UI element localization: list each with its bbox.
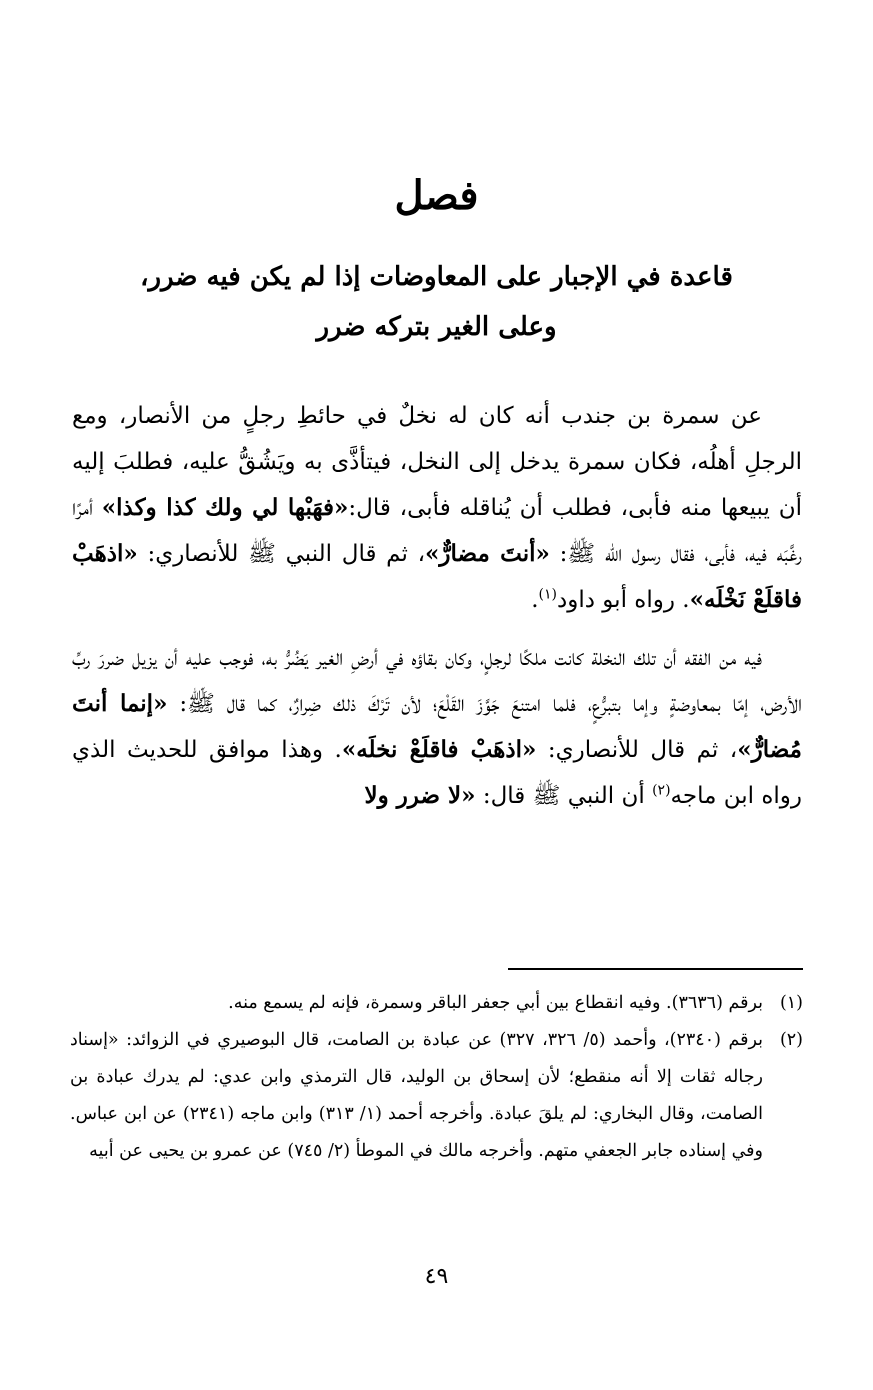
footnote-number: (١) [779, 993, 803, 1013]
hadith-quote: «إنما أنتَ مُضارٌّ» [72, 690, 802, 763]
subtitle-line-1: قاعدة في الإجبار على المعاوضات إذا لم يكن فيه ضرر، [140, 262, 733, 292]
footnote-2 [70, 1022, 803, 1170]
footnote-number: (٢) [779, 1030, 803, 1050]
footnote-separator [508, 968, 803, 970]
text-run: . [531, 587, 539, 613]
text-run: . وهذا موافق للحديث الذي رواه ابن ماجه [72, 737, 802, 809]
text-run: . رواه أبو داود [557, 587, 690, 613]
footnote-text: برقم (٢٣٤٠)، وأحمد (٥/ ٣٢٦، ٣٢٧) عن عبادة بن الصامت، قال البوصيري في الزوائد: «إسناد رجاله ثقات إلا أنه منقطع؛ لأن إسحاق بن الوليد، قال الترمذي وابن عدي: لم يدرك عبادة بن الصامت، وقال البخاري: لم يلقَ عبادة. وأخرجه أحمد (١/ ٣١٣) وابن ماجه (٢٣٤١) عن ابن عباس. وفي إسناده جابر الجعفي متهم. وأخرجه مالك في الموطأ (٢/ ٧٤٥) عن عمرو بن يحيى عن أبيه [70, 1030, 763, 1161]
footnotes [70, 985, 803, 1170]
subtitle-line-2: وعلى الغير بتركه ضرر [316, 312, 557, 342]
main-text [72, 393, 802, 831]
footnote-ref-2[interactable]: (٢) [652, 782, 671, 799]
footnote-1 [70, 985, 803, 1022]
paragraph-hadith [72, 393, 802, 623]
text-run: فيه من الفقه أن تلك النخلة كانت ملكًا لرجلٍ، وكان بقاؤه في أرضِ الغير يَضُرُّ به، فوجب عليه أن يزيل ضررَ ربِّ الأرض، إمّا بمعاوضةٍ وإما بتبرُّعٍ، فلما امتنعَ جَوَّزَ القَلْعَ؛ لأن تَرْكَ ذلك ضِرارٌ، كما قال ﷺ: [72, 645, 803, 717]
paragraph-commentary [72, 635, 802, 819]
text-run: عن سمرة بن جندب أنه كان له نخلٌ في حائطِ رجلٍ من الأنصار، ومع الرجلِ أهلُه، فكان سمرة يدخل إلى النخل، فيتأذَّى به ويَشُقُّ عليه، فطلبَ إليه أن يبيعها منه فأبى، فطلب أن يُناقله فأبى، قال: [72, 403, 802, 521]
section-subtitle [60, 252, 813, 352]
hadith-quote: «اذهَبْ فاقلَعْ نَخْلَه» [72, 540, 802, 613]
hadith-quote: «لا ضرر ولا [364, 782, 476, 809]
hadith-quote: «اذهَبْ فاقلَعْ نخلَه» [341, 736, 537, 763]
footnote-text: برقم (٣٦٣٦). وفيه انقطاع بين أبي جعفر الباقر وسمرة، فإنه لم يسمع منه. [228, 993, 763, 1013]
text-run: أن النبي ﷺ قال: [475, 783, 653, 809]
footnote-ref-1[interactable]: (١) [538, 586, 557, 603]
hadith-quote: «فهَبْها لي ولك كذا وكذا» [101, 494, 349, 521]
chapter-heading: فصل [394, 172, 479, 219]
page-number: ٤٩ [424, 1264, 449, 1289]
text-run: أمرًا رغَّبَه فيه، فأبى، فقال رسول الله ﷺ: [72, 495, 803, 567]
text-run: ، ثم قال النبي ﷺ للأنصاري: [137, 541, 426, 567]
text-run: ، ثم قال للأنصاري: [536, 737, 738, 763]
hadith-quote: «أنتَ مضارٌّ» [425, 540, 550, 567]
